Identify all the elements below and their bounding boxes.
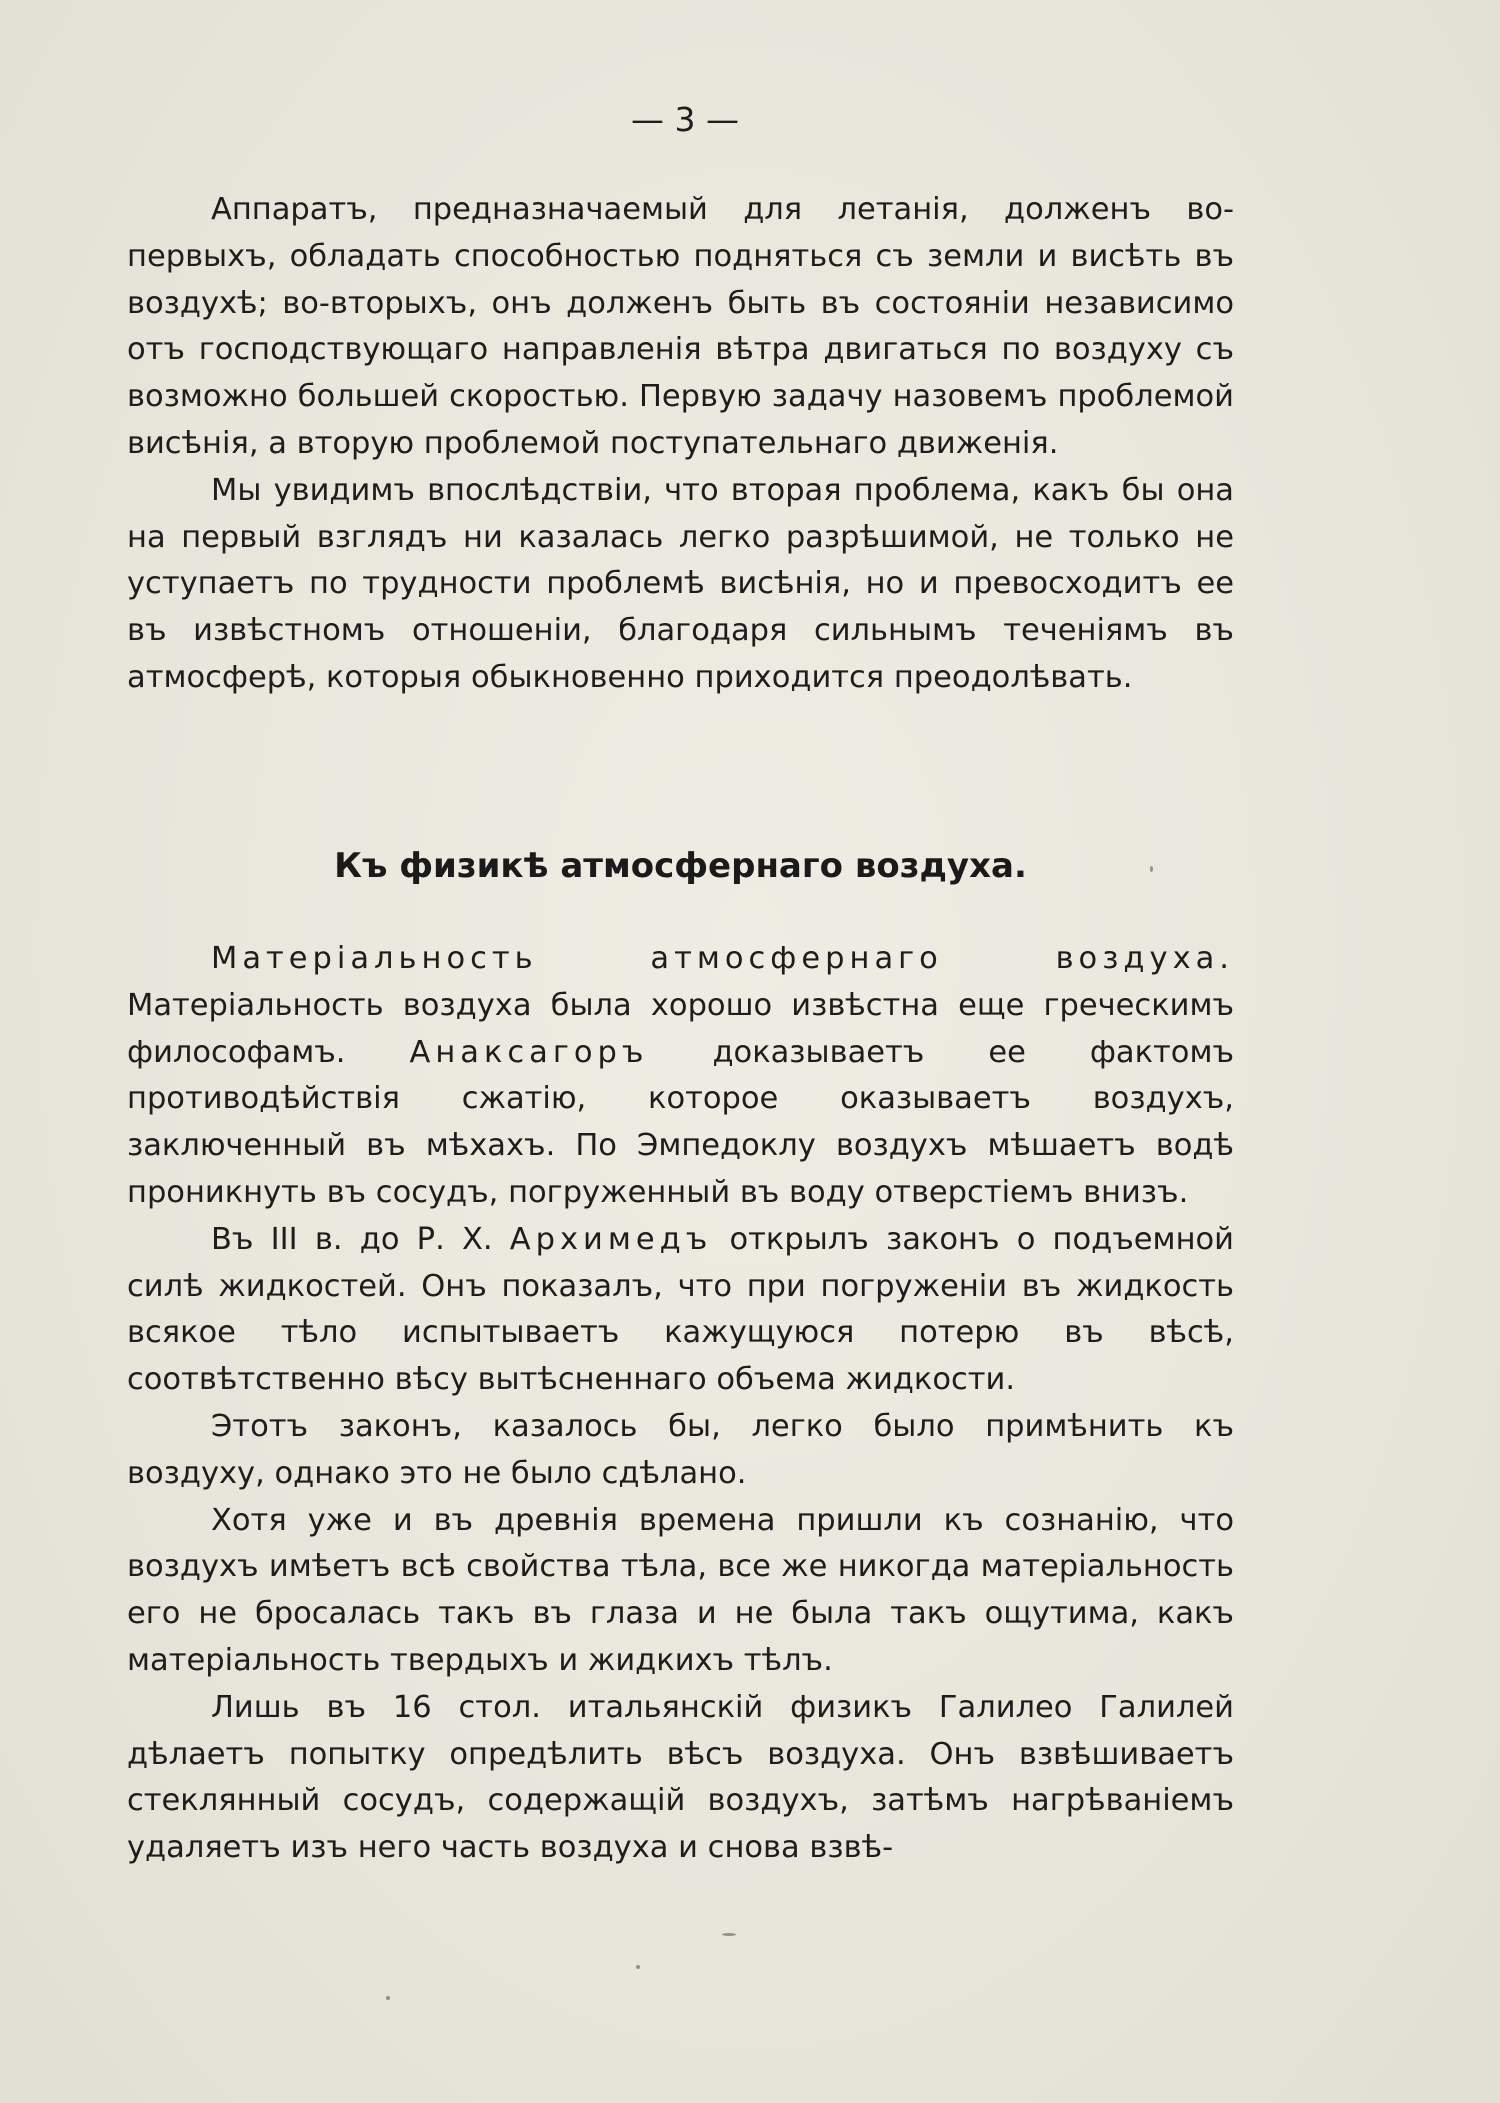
person-name: Анаксагоръ <box>409 1034 649 1070</box>
person-name: Архимедъ <box>509 1221 713 1257</box>
paragraph-text: открылъ законъ о подъемной силѣ жидкостей. Онъ показалъ, что при погруженіи въ жидкость всякое тѣло испытываетъ кажущуюся потерю въ вѣсѣ, соотвѣтственно вѣсу вытѣсненнаго объема жидкости. <box>127 1221 1234 1398</box>
paper-speck <box>722 1933 736 1936</box>
section-heading: Къ физикѣ атмосфернаго воздуха. <box>334 846 1027 886</box>
paragraph-text: Въ III в. до Р. Х. <box>211 1221 510 1257</box>
page-number: — 3 — <box>631 100 739 139</box>
section-paragraph-2 <box>127 1217 1234 1404</box>
intro-text <box>127 187 1234 702</box>
paragraph-text: доказываетъ ее фактомъ противодѣйствія сжатію, которое оказываетъ воздухъ, заключенный въ мѣхахъ. По Эмпедоклу воздухъ мѣшаетъ водѣ проникнуть въ сосудъ, погруженный въ воду отверстіемъ внизъ. <box>127 1034 1234 1210</box>
section-paragraph-4: Хотя уже и въ древнія времена пришли къ сознанію, что воздухъ имѣетъ всѣ свойства тѣла, все же никогда матеріальность его не бросалась такъ въ глаза и не была такъ ощутима, какъ матеріальность твердыхъ и жидкихъ тѣлъ. <box>127 1502 1234 1678</box>
section-paragraph-1 <box>127 936 1234 1217</box>
section-text <box>127 936 1234 1872</box>
section-paragraph-3: Этотъ законъ, казалось бы, легко было примѣнить къ воздуху, однако это не было сдѣлано. <box>127 1408 1234 1491</box>
intro-paragraph-1: Аппаратъ, предназначаемый для летанія, долженъ во-первыхъ, обладать способностью подняться съ земли и висѣть въ воздухѣ; во-вторыхъ, онъ долженъ быть въ состояніи независимо отъ господствующаго направленія вѣтра двигаться по воздуху съ возможно большей скоростью. Первую задачу назовемъ проблемой висѣнія, а вторую проблемой поступательнаго движенія. <box>127 192 1234 461</box>
paragraph-title: Матеріальность атмосфернаго воздуха. <box>211 941 1234 976</box>
section-paragraph-5: Лишь въ 16 стол. итальянскій физикъ Галилео Галилей дѣлаетъ попытку опредѣлить вѣсъ воздуха. Онъ взвѣшиваетъ стеклянный сосудъ, содержащій воздухъ, затѣмъ нагрѣваніемъ удаляетъ изъ него часть воздуха и снова взвѣ- <box>127 1689 1234 1866</box>
paragraph-text: Матеріальность воздуха была хорошо извѣстна еще греческимъ философамъ. <box>127 987 1234 1070</box>
paper-speck <box>1150 866 1153 872</box>
paper-speck <box>386 1996 390 2000</box>
intro-paragraph-2: Мы увидимъ впослѣдствіи, что вторая проблема, какъ бы она на первый взглядъ ни казалась легко разрѣшимой, не только не уступаетъ по трудности проблемѣ висѣнія, но и превосходитъ ее въ извѣстномъ отношеніи, благодаря сильнымъ теченіямъ въ атмосферѣ, которыя обыкновенно приходится преодолѣвать. <box>127 472 1234 695</box>
paper-speck <box>636 1965 640 1969</box>
